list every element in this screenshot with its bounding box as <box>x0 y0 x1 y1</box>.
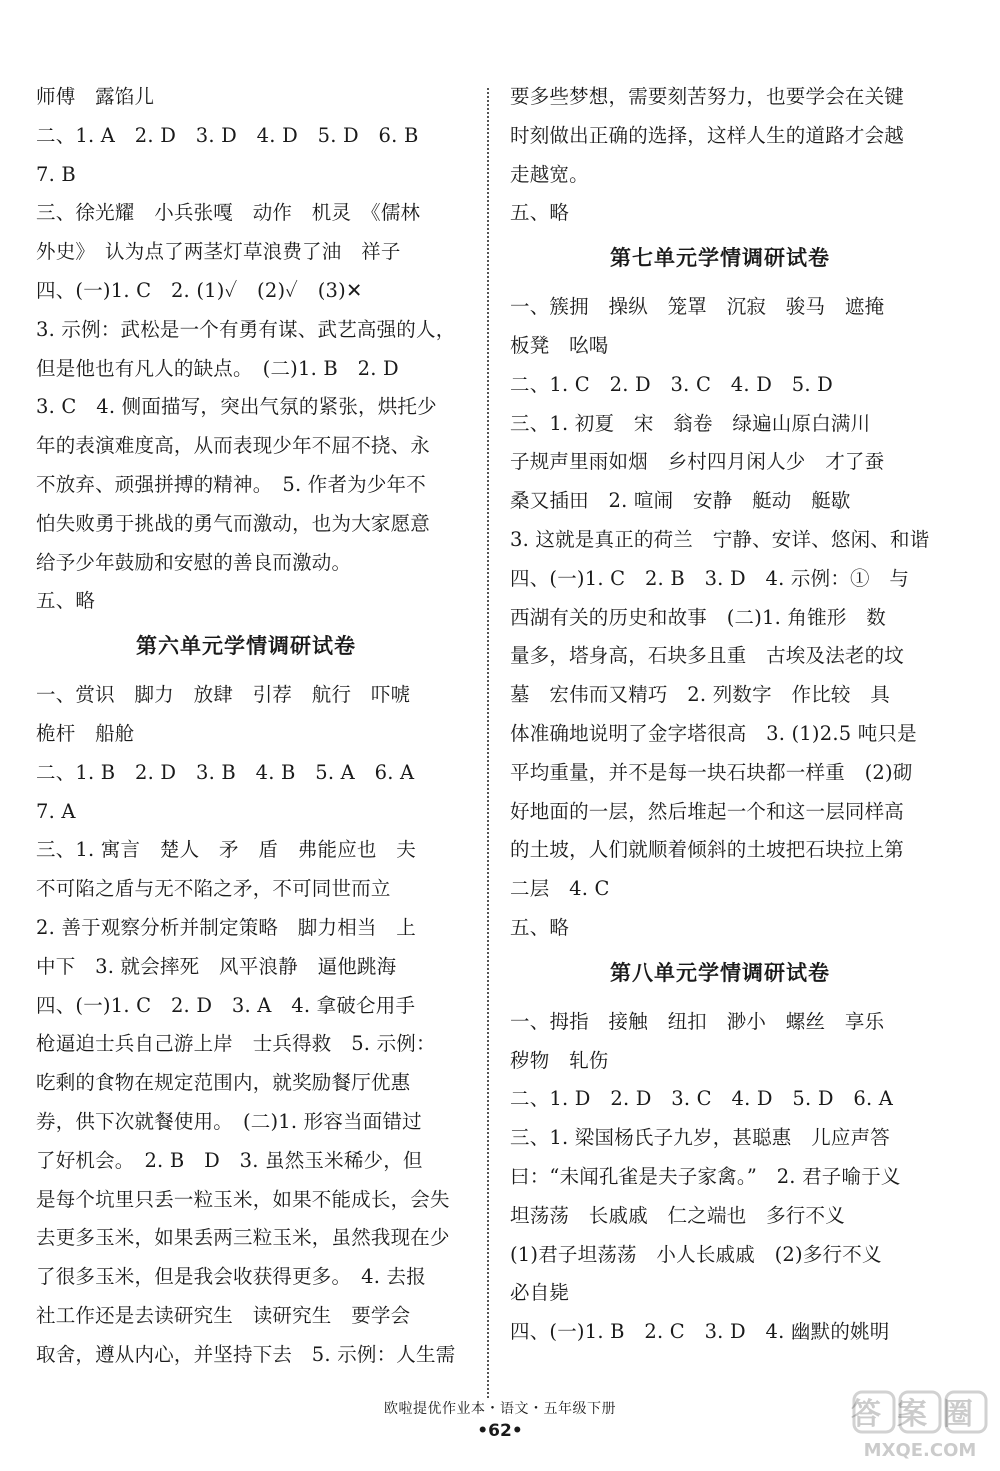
answer-line: 的土坡，人们就顺着倾斜的土坡把石块拉上第 <box>510 838 905 862</box>
answer-line: 秽物 轧伤 <box>510 1048 609 1072</box>
answer-line: 西湖有关的历史和故事 (二)1. 角锥形 数 <box>510 605 886 629</box>
answer-line: 7. A <box>36 799 76 823</box>
answer-line: 桑又插田 2. 喧闹 安静 艇动 艇歇 <box>510 489 851 513</box>
answer-line: 二、1. D 2. D 3. C 4. D 5. D 6. A <box>510 1087 894 1111</box>
answer-line: 中下 3. 就会摔死 风平浪静 逼他跳海 <box>36 954 397 978</box>
answer-line: 3. 示例：武松是一个有勇有谋、武艺高强的人， <box>36 317 456 341</box>
answer-line: 3. C 4. 侧面描写，突出气氛的紧张，烘托少 <box>36 395 437 419</box>
answer-line: 五、略 <box>510 201 570 225</box>
right-column <box>510 78 930 1352</box>
answer-line: 去更多玉米，如果丢两三粒玉米，虽然我现在少 <box>36 1226 450 1250</box>
answer-line: 2. 善于观察分析并制定策略 脚力相当 上 <box>36 915 417 939</box>
answer-line: 一、赏识 脚力 放肆 引荐 航行 吓唬 <box>36 683 411 707</box>
answer-line: 二层 4. C <box>510 877 610 901</box>
answer-line: 一、簇拥 操纵 笼罩 沉寂 骏马 遮掩 <box>510 295 885 319</box>
answer-line: 3. 这就是真正的荷兰 宁静、安详、悠闲、和谐 <box>510 527 930 551</box>
answer-line: 券，供下次就餐使用。 (二)1. 形容当面错过 <box>36 1109 422 1133</box>
answer-line: 四、(一)1. C 2. D 3. A 4. 拿破仑用手 <box>36 993 416 1017</box>
answer-line: 量多，塔身高，石块多且重 古埃及法老的坟 <box>510 644 905 668</box>
answer-line: 怕失败勇于挑战的勇气而激动，也为大家愿意 <box>36 511 431 535</box>
watermark-text: 答案圈 <box>851 1397 989 1432</box>
answer-line: 时刻做出正确的选择，这样人生的道路才会越 <box>510 123 905 147</box>
answer-line: 板凳 吆喝 <box>510 333 609 357</box>
answer-line: 平均重量，并不是每一块石块都一样重 (2)砌 <box>510 760 913 784</box>
answer-line: 体准确地说明了金字塔很高 3. (1)2.5 吨只是 <box>510 721 917 745</box>
answer-line: 三、1. 梁国杨氏子九岁，甚聪惠 儿应声答 <box>510 1126 891 1150</box>
answer-line: 必自毙 <box>510 1281 570 1305</box>
answer-line: 坦荡荡 长戚戚 仁之端也 多行不义 <box>510 1203 845 1227</box>
page-number: •62• <box>477 1421 523 1441</box>
answer-line: 二、1. C 2. D 3. C 4. D 5. D <box>510 372 833 396</box>
watermark-logo <box>848 1388 993 1466</box>
answer-line: 三、徐光耀 小兵张嘎 动作 机灵 《儒林 <box>36 201 421 225</box>
answer-line: 外史》 认为点了两茎灯草浪费了油 祥子 <box>36 240 401 264</box>
answer-line: 四、(一)1. C 2. B 3. D 4. 示例：① 与 <box>510 566 910 590</box>
left-column <box>36 78 456 1375</box>
answer-line: 五、略 <box>36 589 96 613</box>
section-title: 第六单元学情调研试卷 <box>136 634 356 659</box>
answer-line: 二、1. B 2. D 3. B 4. B 5. A 6. A <box>36 760 415 784</box>
section-title: 第七单元学情调研试卷 <box>610 246 830 271</box>
answer-line: 五、略 <box>510 915 570 939</box>
answer-line: 三、1. 寓言 楚人 矛 盾 弗能应也 夫 <box>36 838 417 862</box>
answer-line: 给予少年鼓励和安慰的善良而激动。 <box>36 550 352 574</box>
column-divider <box>487 88 489 1398</box>
answer-line: 一、拇指 接触 纽扣 渺小 螺丝 享乐 <box>510 1009 885 1033</box>
answer-line: 年的表演难度高，从而表现少年不屈不挠、永 <box>36 434 431 458</box>
answer-line: 7. B <box>36 162 76 186</box>
answer-line: 桅杆 船舱 <box>36 721 135 745</box>
answer-line: 曰：“未闻孔雀是夫子家禽。” 2. 君子喻于义 <box>510 1164 901 1188</box>
answer-line: 枪逼迫士兵自己游上岸 士兵得救 5. 示例： <box>36 1032 436 1056</box>
answer-line: 但是他也有凡人的缺点。 (二)1. B 2. D <box>36 356 399 380</box>
answer-line: 墓 宏伟而又精巧 2. 列数字 作比较 具 <box>510 683 891 707</box>
answer-line: 了好机会。 2. B D 3. 虽然玉米稀少，但 <box>36 1148 423 1172</box>
answer-line: 三、1. 初夏 宋 翁卷 绿遍山原白满川 <box>510 411 871 435</box>
answer-line: (1)君子坦荡荡 小人长戚戚 (2)多行不义 <box>510 1242 882 1266</box>
answer-line: 好地面的一层，然后堆起一个和这一层同样高 <box>510 799 905 823</box>
answer-line: 了很多玉米，但是我会收获得更多。 4. 去报 <box>36 1265 426 1289</box>
answer-line: 四、(一)1. C 2. (1)✓ (2)✓ (3)✕ <box>36 278 363 302</box>
answer-line: 不放弃、顽强拼搏的精神。 5. 作者为少年不 <box>36 472 426 496</box>
answer-line: 二、1. A 2. D 3. D 4. D 5. D 6. B <box>36 123 419 147</box>
answer-line: 子规声里雨如烟 乡村四月闲人少 才了蚕 <box>510 450 885 474</box>
answer-line: 取舍，遵从内心，并坚持下去 5. 示例：人生需 <box>36 1342 456 1366</box>
answer-line: 四、(一)1. B 2. C 3. D 4. 幽默的姚明 <box>510 1320 890 1344</box>
answer-line: 要多些梦想，需要刻苦努力，也要学会在关键 <box>510 85 905 108</box>
section-title: 第八单元学情调研试卷 <box>610 960 830 985</box>
watermark-url: MXQE.COM <box>863 1440 977 1461</box>
answer-line: 师傅 露馅儿 <box>36 85 155 108</box>
answer-line: 是每个坑里只丢一粒玉米，如果不能成长，会失 <box>36 1187 450 1211</box>
answer-line: 社工作还是去读研究生 读研究生 要学会 <box>36 1303 411 1327</box>
answer-line: 不可陷之盾与无不陷之矛，不可同世而立 <box>36 877 391 901</box>
answer-line: 吃剩的食物在规定范围内，就奖励餐厅优惠 <box>36 1071 411 1095</box>
book-title: 欧啦提优作业本・语文・五年级下册 <box>384 1401 616 1417</box>
answer-line: 走越宽。 <box>510 162 589 186</box>
